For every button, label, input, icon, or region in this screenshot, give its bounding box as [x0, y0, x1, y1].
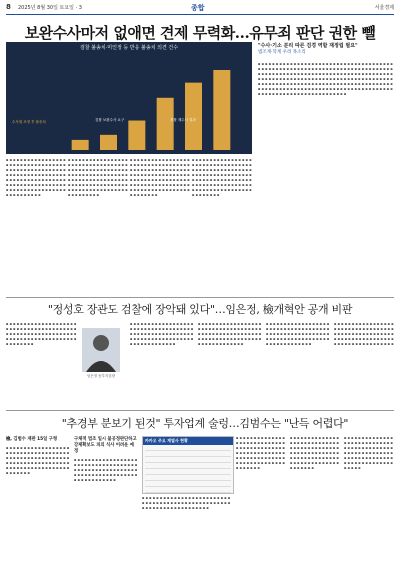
middle-body-col-5: ▪ ▪ ▪ ▪ ▪ ▪ ▪ ▪ ▪ ▪ ▪ ▪ ▪ ▪ ▪ ▪ ▪ ▪ ▪ ▪ ▪ ▪ ▪ ▪ ▪ ▪ ▪ ▪ ▪ ▪ ▪ ▪ ▪ ▪ ▪ ▪ ▪ ▪ ▪ ▪ ▪ ▪ ▪ ▪ ▪ ▪ ▪ ▪ ▪ ▪ ▪ ▪ ▪ ▪ ▪ ▪ ▪ ▪ ▪ ▪ ▪ ▪ ▪ ▪ ▪ ▪ ▪ ▪ ▪ ▪ ▪ ▪ ▪ ▪ ▪ ▪ ▪ ▪ ▪ ▪ ▪ ▪ ▪ ▪ ▪ — [334, 322, 394, 346]
top-body-col-2: ▪ ▪ ▪ ▪ ▪ ▪ ▪ ▪ ▪ ▪ ▪ ▪ ▪ ▪ ▪ ▪ ▪ ▪ ▪ ▪ ▪ ▪ ▪ ▪ ▪ ▪ ▪ ▪ ▪ ▪ ▪ ▪ ▪ ▪ ▪ ▪ ▪ ▪ ▪ ▪ ▪ ▪ ▪ ▪ ▪ ▪ ▪ ▪ ▪ ▪ ▪ ▪ ▪ ▪ ▪ ▪ ▪ ▪ ▪ ▪ ▪ ▪ ▪ ▪ ▪ ▪ ▪ ▪ ▪ ▪ ▪ ▪ ▪ ▪ ▪ ▪ ▪ ▪ ▪ ▪ ▪ ▪ ▪ ▪ ▪ ▪ ▪ ▪ ▪ ▪ ▪ ▪ ▪ ▪ ▪ ▪ ▪ ▪ ▪ ▪ ▪ ▪ ▪ ▪ ▪ ▪ ▪ ▪ ▪ ▪ ▪ ▪ ▪ ▪ ▪ ▪ ▪ ▪ ▪ ▪ ▪ ▪ ▪ ▪ ▪ ▪ ▪ ▪ — [68, 158, 128, 197]
chart-panel — [6, 42, 252, 154]
publisher-name: 서울경제 — [374, 5, 394, 11]
main-headline: 보완수사마저 없애면 견제 무력화…유무죄 판단 권한 뺄 — [24, 24, 376, 42]
middle-body-col-3: ▪ ▪ ▪ ▪ ▪ ▪ ▪ ▪ ▪ ▪ ▪ ▪ ▪ ▪ ▪ ▪ ▪ ▪ ▪ ▪ ▪ ▪ ▪ ▪ ▪ ▪ ▪ ▪ ▪ ▪ ▪ ▪ ▪ ▪ ▪ ▪ ▪ ▪ ▪ ▪ ▪ ▪ ▪ ▪ ▪ ▪ ▪ ▪ ▪ ▪ ▪ ▪ ▪ ▪ ▪ ▪ ▪ ▪ ▪ ▪ ▪ ▪ ▪ ▪ ▪ ▪ ▪ ▪ ▪ ▪ ▪ ▪ ▪ ▪ ▪ ▪ ▪ ▪ ▪ ▪ ▪ ▪ ▪ ▪ ▪ — [198, 322, 262, 346]
middle-headline: "정성호 장관도 검찰에 장악돼 있다"…임은정, 檢개혁안 공개 비판 — [47, 303, 353, 316]
chart-bar — [185, 83, 202, 150]
top-body-col-1: ▪ ▪ ▪ ▪ ▪ ▪ ▪ ▪ ▪ ▪ ▪ ▪ ▪ ▪ ▪ ▪ ▪ ▪ ▪ ▪ ▪ ▪ ▪ ▪ ▪ ▪ ▪ ▪ ▪ ▪ ▪ ▪ ▪ ▪ ▪ ▪ ▪ ▪ ▪ ▪ ▪ ▪ ▪ ▪ ▪ ▪ ▪ ▪ ▪ ▪ ▪ ▪ ▪ ▪ ▪ ▪ ▪ ▪ ▪ ▪ ▪ ▪ ▪ ▪ ▪ ▪ ▪ ▪ ▪ ▪ ▪ ▪ ▪ ▪ ▪ ▪ ▪ ▪ ▪ ▪ ▪ ▪ ▪ ▪ ▪ ▪ ▪ ▪ ▪ ▪ ▪ ▪ ▪ ▪ ▪ ▪ ▪ ▪ ▪ ▪ ▪ ▪ ▪ ▪ ▪ ▪ ▪ ▪ ▪ ▪ ▪ ▪ ▪ ▪ ▪ ▪ ▪ ▪ ▪ ▪ ▪ ▪ ▪ ▪ ▪ ▪ ▪ ▪ ▪ — [6, 158, 66, 197]
chart-callout-2: 검찰 보완수사 요구 — [95, 118, 125, 122]
issue-date: 2025년 8월 30일 토요일 · 3 — [18, 5, 82, 11]
chart-bar — [213, 70, 230, 150]
portrait-photo — [82, 328, 120, 372]
photo-caption: 임은정 동부지검장 — [86, 374, 116, 378]
chart-callout-3: 경찰 재수사 결과 — [170, 118, 196, 122]
top-body-col-3: ▪ ▪ ▪ ▪ ▪ ▪ ▪ ▪ ▪ ▪ ▪ ▪ ▪ ▪ ▪ ▪ ▪ ▪ ▪ ▪ ▪ ▪ ▪ ▪ ▪ ▪ ▪ ▪ ▪ ▪ ▪ ▪ ▪ ▪ ▪ ▪ ▪ ▪ ▪ ▪ ▪ ▪ ▪ ▪ ▪ ▪ ▪ ▪ ▪ ▪ ▪ ▪ ▪ ▪ ▪ ▪ ▪ ▪ ▪ ▪ ▪ ▪ ▪ ▪ ▪ ▪ ▪ ▪ ▪ ▪ ▪ ▪ ▪ ▪ ▪ ▪ ▪ ▪ ▪ ▪ ▪ ▪ ▪ ▪ ▪ ▪ ▪ ▪ ▪ ▪ ▪ ▪ ▪ ▪ ▪ ▪ ▪ ▪ ▪ ▪ ▪ ▪ ▪ ▪ ▪ ▪ ▪ ▪ ▪ ▪ ▪ ▪ ▪ ▪ ▪ ▪ ▪ ▪ ▪ ▪ ▪ ▪ ▪ ▪ ▪ ▪ ▪ — [130, 158, 190, 197]
bottom-body-col-2: ▪ ▪ ▪ ▪ ▪ ▪ ▪ ▪ ▪ ▪ ▪ ▪ ▪ ▪ ▪ ▪ ▪ ▪ ▪ ▪ ▪ ▪ ▪ ▪ ▪ ▪ ▪ ▪ ▪ ▪ ▪ ▪ ▪ ▪ ▪ ▪ ▪ ▪ ▪ ▪ ▪ ▪ ▪ ▪ ▪ ▪ ▪ ▪ ▪ ▪ ▪ ▪ ▪ ▪ ▪ ▪ ▪ ▪ ▪ ▪ ▪ ▪ ▪ ▪ ▪ ▪ ▪ ▪ ▪ ▪ ▪ ▪ ▪ ▪ ▪ ▪ ▪ ▪ ▪ ▪ ▪ ▪ ▪ ▪ — [74, 458, 138, 482]
side-body-text: ▪ ▪ ▪ ▪ ▪ ▪ ▪ ▪ ▪ ▪ ▪ ▪ ▪ ▪ ▪ ▪ ▪ ▪ ▪ ▪ ▪ ▪ ▪ ▪ ▪ ▪ ▪ ▪ ▪ ▪ ▪ ▪ ▪ ▪ ▪ ▪ ▪ ▪ ▪ ▪ ▪ ▪ ▪ ▪ ▪ ▪ ▪ ▪ ▪ ▪ ▪ ▪ ▪ ▪ ▪ ▪ ▪ ▪ ▪ ▪ ▪ ▪ ▪ ▪ ▪ ▪ ▪ ▪ ▪ ▪ ▪ ▪ ▪ ▪ ▪ ▪ ▪ ▪ ▪ ▪ ▪ ▪ ▪ ▪ ▪ ▪ ▪ ▪ ▪ ▪ ▪ ▪ ▪ ▪ ▪ ▪ ▪ ▪ ▪ ▪ ▪ ▪ ▪ ▪ ▪ ▪ ▪ ▪ ▪ ▪ ▪ ▪ ▪ ▪ ▪ ▪ ▪ ▪ ▪ ▪ ▪ ▪ ▪ ▪ ▪ ▪ ▪ ▪ ▪ ▪ ▪ ▪ ▪ ▪ ▪ ▪ ▪ ▪ ▪ ▪ ▪ ▪ ▪ ▪ ▪ ▪ ▪ ▪ ▪ ▪ ▪ ▪ ▪ ▪ ▪ ▪ ▪ ▪ ▪ ▪ ▪ ▪ ▪ ▪ ▪ ▪ ▪ ▪ ▪ ▪ ▪ ▪ ▪ ▪ ▪ ▪ ▪ ▪ ▪ ▪ ▪ ▪ ▪ ▪ ▪ ▪ ▪ ▪ ▪ ▪ ▪ ▪ ▪ ▪ ▪ ▪ ▪ ▪ ▪ ▪ ▪ ▪ ▪ ▪ ▪ ▪ ▪ ▪ ▪ ▪ ▪ ▪ ▪ ▪ ▪ ▪ ▪ ▪ ▪ ▪ ▪ ▪ ▪ ▪ ▪ ▪ ▪ ▪ ▪ ▪ ▪ ▪ ▪ ▪ ▪ ▪ ▪ ▪ ▪ ▪ ▪ ▪ ▪ ▪ ▪ ▪ ▪ ▪ ▪ ▪ ▪ ▪ ▪ — [258, 62, 393, 96]
bar-chart — [6, 42, 252, 154]
top-body-col-4: ▪ ▪ ▪ ▪ ▪ ▪ ▪ ▪ ▪ ▪ ▪ ▪ ▪ ▪ ▪ ▪ ▪ ▪ ▪ ▪ ▪ ▪ ▪ ▪ ▪ ▪ ▪ ▪ ▪ ▪ ▪ ▪ ▪ ▪ ▪ ▪ ▪ ▪ ▪ ▪ ▪ ▪ ▪ ▪ ▪ ▪ ▪ ▪ ▪ ▪ ▪ ▪ ▪ ▪ ▪ ▪ ▪ ▪ ▪ ▪ ▪ ▪ ▪ ▪ ▪ ▪ ▪ ▪ ▪ ▪ ▪ ▪ ▪ ▪ ▪ ▪ ▪ ▪ ▪ ▪ ▪ ▪ ▪ ▪ ▪ ▪ ▪ ▪ ▪ ▪ ▪ ▪ ▪ ▪ ▪ ▪ ▪ ▪ ▪ ▪ ▪ ▪ ▪ ▪ ▪ ▪ ▪ ▪ ▪ ▪ ▪ ▪ ▪ ▪ ▪ ▪ ▪ ▪ ▪ ▪ ▪ ▪ ▪ ▪ ▪ ▪ ▪ — [192, 158, 252, 197]
section-name: 종합 — [191, 4, 205, 12]
bottom-body-col-6: ▪ ▪ ▪ ▪ ▪ ▪ ▪ ▪ ▪ ▪ ▪ ▪ ▪ ▪ ▪ ▪ ▪ ▪ ▪ ▪ ▪ ▪ ▪ ▪ ▪ ▪ ▪ ▪ ▪ ▪ ▪ ▪ ▪ ▪ ▪ ▪ ▪ ▪ ▪ ▪ ▪ ▪ ▪ ▪ ▪ ▪ ▪ ▪ ▪ ▪ ▪ ▪ ▪ ▪ ▪ ▪ ▪ ▪ ▪ ▪ ▪ ▪ ▪ ▪ ▪ ▪ ▪ ▪ ▪ ▪ ▪ ▪ ▪ ▪ ▪ ▪ ▪ ▪ ▪ ▪ ▪ ▪ ▪ ▪ ▪ ▪ ▪ ▪ ▪ — [344, 436, 393, 470]
affiliate-table — [142, 436, 234, 494]
bottom-headline: "추경부 분보기 된것" 투자업계 술렁…김범수는 "난득 어렵다" — [61, 417, 349, 430]
page-header — [6, 2, 394, 14]
chart-callout-1: 수사권 조정 후 불송치 — [12, 120, 46, 124]
header-rule — [6, 14, 394, 15]
page-number: 8 — [6, 3, 11, 11]
middle-body-col-2: ▪ ▪ ▪ ▪ ▪ ▪ ▪ ▪ ▪ ▪ ▪ ▪ ▪ ▪ ▪ ▪ ▪ ▪ ▪ ▪ ▪ ▪ ▪ ▪ ▪ ▪ ▪ ▪ ▪ ▪ ▪ ▪ ▪ ▪ ▪ ▪ ▪ ▪ ▪ ▪ ▪ ▪ ▪ ▪ ▪ ▪ ▪ ▪ ▪ ▪ ▪ ▪ ▪ ▪ ▪ ▪ ▪ ▪ ▪ ▪ ▪ ▪ ▪ ▪ ▪ ▪ ▪ ▪ ▪ ▪ ▪ ▪ ▪ ▪ ▪ ▪ ▪ ▪ ▪ ▪ ▪ ▪ ▪ ▪ ▪ — [130, 322, 194, 346]
bottom-body-col-3: ▪ ▪ ▪ ▪ ▪ ▪ ▪ ▪ ▪ ▪ ▪ ▪ ▪ ▪ ▪ ▪ ▪ ▪ ▪ ▪ ▪ ▪ ▪ ▪ ▪ ▪ ▪ ▪ ▪ ▪ ▪ ▪ ▪ ▪ ▪ ▪ ▪ ▪ ▪ ▪ ▪ ▪ ▪ ▪ ▪ ▪ ▪ ▪ ▪ ▪ ▪ ▪ ▪ ▪ ▪ ▪ ▪ ▪ ▪ ▪ ▪ ▪ ▪ ▪ ▪ ▪ ▪ ▪ ▪ — [142, 496, 231, 510]
side-subheading: 법조계·학계 우려 목소리 — [258, 50, 306, 55]
chart-title: 검찰 불송치·미인정 등 반응 불송치 의견 건수 — [79, 45, 179, 51]
bottom-body-col-4: ▪ ▪ ▪ ▪ ▪ ▪ ▪ ▪ ▪ ▪ ▪ ▪ ▪ ▪ ▪ ▪ ▪ ▪ ▪ ▪ ▪ ▪ ▪ ▪ ▪ ▪ ▪ ▪ ▪ ▪ ▪ ▪ ▪ ▪ ▪ ▪ ▪ ▪ ▪ ▪ ▪ ▪ ▪ ▪ ▪ ▪ ▪ ▪ ▪ ▪ ▪ ▪ ▪ ▪ ▪ ▪ ▪ ▪ ▪ ▪ ▪ ▪ ▪ ▪ ▪ ▪ ▪ ▪ ▪ ▪ ▪ ▪ ▪ ▪ ▪ ▪ ▪ ▪ ▪ ▪ ▪ ▪ ▪ ▪ ▪ ▪ ▪ ▪ ▪ ▪ ▪ — [236, 436, 285, 470]
side-heading: "수사·기소 분리 따른 검경 역할 재정립 필요" — [258, 43, 358, 49]
bottom-body-col-1: ▪ ▪ ▪ ▪ ▪ ▪ ▪ ▪ ▪ ▪ ▪ ▪ ▪ ▪ ▪ ▪ ▪ ▪ ▪ ▪ ▪ ▪ ▪ ▪ ▪ ▪ ▪ ▪ ▪ ▪ ▪ ▪ ▪ ▪ ▪ ▪ ▪ ▪ ▪ ▪ ▪ ▪ ▪ ▪ ▪ ▪ ▪ ▪ ▪ ▪ ▪ ▪ ▪ ▪ ▪ ▪ ▪ ▪ ▪ ▪ ▪ ▪ ▪ ▪ ▪ ▪ ▪ ▪ ▪ ▪ ▪ ▪ ▪ ▪ ▪ ▪ ▪ ▪ ▪ ▪ ▪ ▪ ▪ ▪ ▪ ▪ ▪ ▪ ▪ ▪ ▪ ▪ ▪ ▪ ▪ ▪ ▪ — [6, 446, 70, 475]
middle-body-col-1: ▪ ▪ ▪ ▪ ▪ ▪ ▪ ▪ ▪ ▪ ▪ ▪ ▪ ▪ ▪ ▪ ▪ ▪ ▪ ▪ ▪ ▪ ▪ ▪ ▪ ▪ ▪ ▪ ▪ ▪ ▪ ▪ ▪ ▪ ▪ ▪ ▪ ▪ ▪ ▪ ▪ ▪ ▪ ▪ ▪ ▪ ▪ ▪ ▪ ▪ ▪ ▪ ▪ ▪ ▪ ▪ ▪ ▪ ▪ ▪ ▪ ▪ ▪ ▪ ▪ ▪ ▪ ▪ ▪ ▪ ▪ ▪ ▪ ▪ ▪ ▪ ▪ ▪ ▪ ▪ ▪ ▪ ▪ ▪ ▪ ▪ ▪ ▪ — [6, 322, 77, 346]
section-divider-2 — [6, 410, 394, 411]
bottom-body-col-5: ▪ ▪ ▪ ▪ ▪ ▪ ▪ ▪ ▪ ▪ ▪ ▪ ▪ ▪ ▪ ▪ ▪ ▪ ▪ ▪ ▪ ▪ ▪ ▪ ▪ ▪ ▪ ▪ ▪ ▪ ▪ ▪ ▪ ▪ ▪ ▪ ▪ ▪ ▪ ▪ ▪ ▪ ▪ ▪ ▪ ▪ ▪ ▪ ▪ ▪ ▪ ▪ ▪ ▪ ▪ ▪ ▪ ▪ ▪ ▪ ▪ ▪ ▪ ▪ ▪ ▪ ▪ ▪ ▪ ▪ ▪ ▪ ▪ ▪ ▪ ▪ ▪ ▪ ▪ ▪ ▪ ▪ ▪ ▪ ▪ ▪ ▪ ▪ ▪ ▪ ▪ — [290, 436, 339, 470]
chart-bar — [100, 135, 117, 150]
chart-bar — [72, 140, 89, 150]
section-divider-1 — [6, 297, 394, 298]
table-title: 카카오 주요 계열사 현황 — [143, 437, 233, 445]
bottom-left-subhead: 檢, 김범수 재판 15일 구형 — [6, 437, 58, 442]
chart-bar — [157, 98, 174, 150]
middle-body-col-4: ▪ ▪ ▪ ▪ ▪ ▪ ▪ ▪ ▪ ▪ ▪ ▪ ▪ ▪ ▪ ▪ ▪ ▪ ▪ ▪ ▪ ▪ ▪ ▪ ▪ ▪ ▪ ▪ ▪ ▪ ▪ ▪ ▪ ▪ ▪ ▪ ▪ ▪ ▪ ▪ ▪ ▪ ▪ ▪ ▪ ▪ ▪ ▪ ▪ ▪ ▪ ▪ ▪ ▪ ▪ ▪ ▪ ▪ ▪ ▪ ▪ ▪ ▪ ▪ ▪ ▪ ▪ ▪ ▪ ▪ ▪ ▪ ▪ ▪ ▪ ▪ ▪ ▪ ▪ ▪ ▪ ▪ ▪ ▪ ▪ — [266, 322, 330, 346]
bottom-subhead: 구체적 법조 일시 불공정판단하고 강제확보도 피의 식사 어려운 예정 — [74, 437, 137, 454]
chart-bar — [128, 121, 145, 150]
person-icon — [82, 328, 120, 372]
